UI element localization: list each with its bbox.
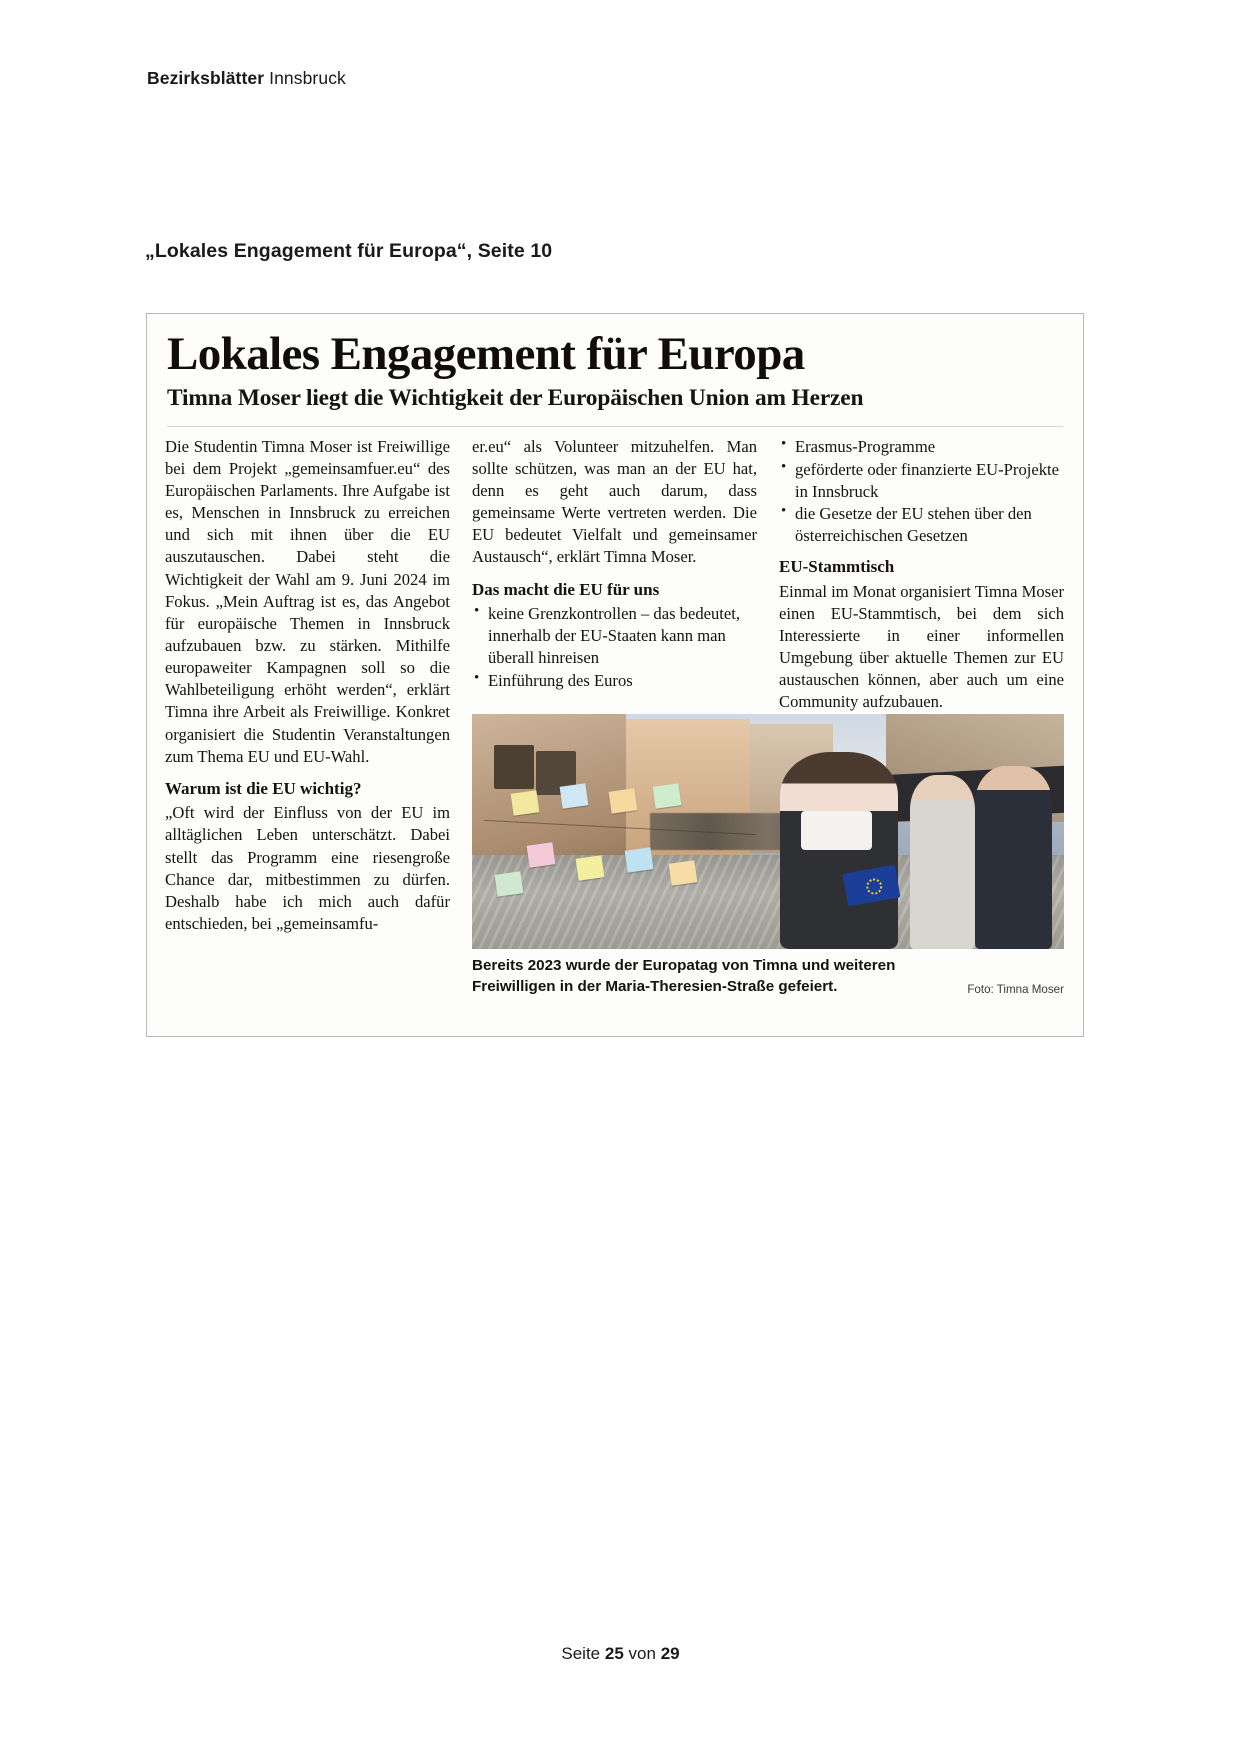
- footer-prefix: Seite: [561, 1644, 601, 1663]
- article-subhead: Timna Moser liegt die Wichtigkeit der Europäischen Union am Herzen: [167, 384, 864, 411]
- photo-bystander-1: [910, 775, 975, 949]
- col1-paragraph-1: Die Studentin Timna Moser ist Freiwillige bei dem Projekt „gemeinsamfuer.eu“ des Europäischen Parlaments. Ihre Aufgabe ist es, Menschen in Innsbruck zu erreichen und sich mit ihnen über die EU auszutauschen. Dabei steht die Wichtigkeit der Wahl am 9. Juni 2024 im Fokus. „Mein Auftrag ist es, das Angebot für europäische Themen in Innsbruck aufzubauen bzw. zu stärken. Mithilfe europaweiter Kampagnen soll so die Wahlbeteiligung erhöht werden“, erklärt Timna ihre Arbeit als Freiwillige. Konkret organisiert die Studentin Veranstaltungen zum Thema EU und EU-Wahl.: [165, 436, 450, 766]
- newspaper-clipping: [146, 313, 1084, 1037]
- list-item: • Einführung des Euros: [488, 670, 757, 692]
- sticky-note: [560, 783, 589, 808]
- col2-bullet-list: [472, 603, 757, 692]
- col2-paragraph-1: er.eu“ als Volunteer mitzuhelfen. Man sollte schützen, was man an der EU hat, denn es geht auch darum, dass gemeinsame Werte vertreten werden. Die EU bedeutet Vielfalt und gemeinsamer Austausch“, erklärt Timna Moser.: [472, 436, 757, 567]
- sticky-note: [576, 855, 605, 880]
- page-footer: [0, 1644, 1241, 1664]
- header-rule: [167, 426, 1063, 427]
- col2-subheading: Das macht die EU für uns: [472, 579, 660, 599]
- photo-credit: Foto: Timna Moser: [967, 982, 1064, 996]
- col3-subheading: EU-Stammtisch: [779, 557, 895, 577]
- photo-caption-block: [472, 956, 1064, 997]
- photo-caption-text: Bereits 2023 wurde der Europatag von Timna und weiteren Freiwilligen in der Maria-Theresien-Straße gefeiert.: [472, 957, 896, 995]
- photo-sticky-notes: [496, 785, 768, 914]
- article-column-2: [472, 436, 757, 702]
- sticky-note: [494, 871, 523, 896]
- footer-middle: von: [628, 1644, 656, 1663]
- clipping-title: „Lokales Engagement für Europa“, Seite 10: [145, 240, 553, 262]
- col1-subheading: Warum ist die EU wichtig?: [165, 778, 362, 798]
- sticky-note: [609, 788, 638, 813]
- footer-total-pages: 29: [660, 1644, 680, 1663]
- footer-page-number: 25: [604, 1644, 624, 1663]
- sticky-note: [625, 848, 654, 873]
- article-column-1: [165, 436, 450, 946]
- publication-edition: Innsbruck: [269, 68, 346, 88]
- col3-paragraph-1: Einmal im Monat organisiert Timna Moser einen EU-Stammtisch, bei dem sich Interessierte in einer informellen Umgebung über aktuelle Themen zur EU austauschen können, aber auch um eine Community aufzubauen.: [779, 581, 1065, 712]
- list-item: • geförderte oder finanzierte EU-Projekte in Innsbruck: [795, 459, 1064, 503]
- sticky-note: [511, 791, 540, 816]
- photo-bystander-2: [975, 766, 1052, 949]
- article-column-3: [779, 436, 1064, 725]
- article-photo: [472, 714, 1064, 949]
- col3-bullet-list: [779, 436, 1064, 547]
- col1-paragraph-2: „Oft wird der Einfluss von der EU im alltäglichen Leben unterschätzt. Dabei stellt das Programm eine riesengroße Chance dar, mitbestimmen zu dürfen. Deshalb habe ich mich auch dafür entschieden, bei „gemeinsamfu-: [165, 803, 450, 933]
- article-photo-block: [472, 714, 1064, 997]
- list-item: • keine Grenzkontrollen – das bedeutet, innerhalb der EU-Staaten kann man überall hinreisen: [488, 603, 757, 669]
- sticky-note: [669, 860, 698, 885]
- article-headline: Lokales Engagement für Europa: [167, 328, 805, 380]
- list-item: • Erasmus-Programme: [795, 436, 1064, 458]
- list-item: • die Gesetze der EU stehen über den österreichischen Gesetzen: [795, 503, 1064, 547]
- publication-brand: Bezirksblätter: [147, 68, 265, 88]
- photo-main-person: [780, 752, 898, 949]
- running-header: [147, 68, 346, 89]
- sticky-note: [527, 842, 556, 867]
- sticky-note: [652, 783, 681, 808]
